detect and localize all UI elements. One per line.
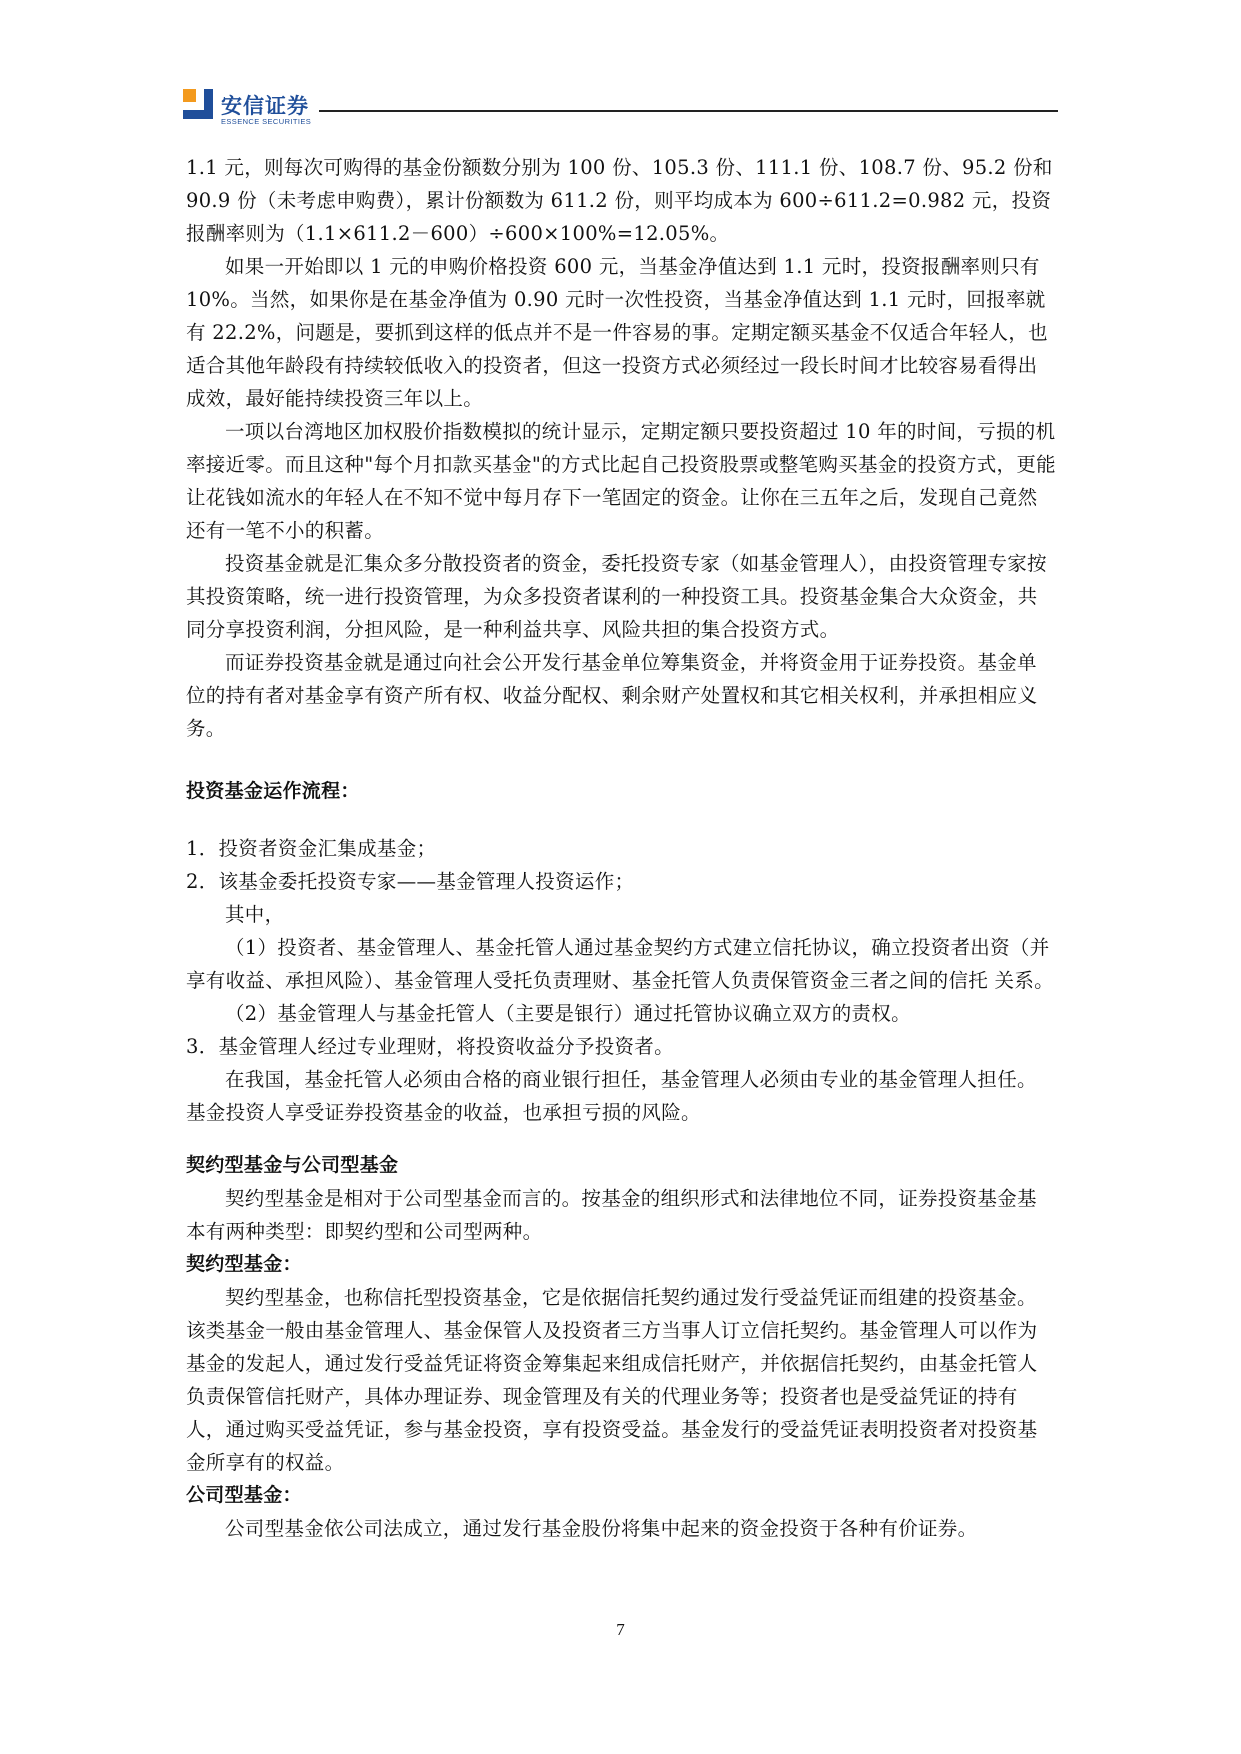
section-heading: 契约型基金与公司型基金: [186, 1154, 399, 1176]
list-item: 1．投资者资金汇集成基金；: [186, 837, 437, 860]
paragraph: 契约型基金是相对于公司型基金而言的。按基金的组织形式和法律地位不同，证券投资基金基本有两种类型：即契约型和公司型两种。: [186, 1187, 1037, 1243]
paragraph: 如果一开始即以 1 元的申购价格投资 600 元，当基金净值达到 1.1 元时，投资报酬率则只有 10%。当然，如果你是在基金净值为 0.90 元时一次性投资，当基金净值达到 1.1 元时，回报率就有 22.2%，问题是，要抓到这样的低点并不是一件容易的事。定期定额买基金不仅适合年轻人，也适合其他年龄段有持续较低收入的投资者，但这一投资方式必须经过一段长时间才比较容易看得出成效，最好能持续投资三年以上。: [186, 255, 1048, 410]
paragraph: 1.1 元，则每次可购得的基金份额数分别为 100 份、105.3 份、111.1 份、108.7 份、95.2 份和 90.9 份（未考虑申购费），累计份额数为 611.2 份，则平均成本为 600÷611.2=0.982 元，投资报酬率则为（1.1×611.2－600）÷600×100%=12.05%。: [186, 156, 1053, 245]
sub-list-item: （1）投资者、基金管理人、基金托管人通过基金契约方式建立信托协议，确立投资者出资（并享有收益、承担风险）、基金管理人受托负责理财、基金托管人负责保管资金三者之间的信托 关系。: [186, 936, 1054, 992]
header-rule: [319, 110, 1058, 112]
sub-list-item: （2）基金管理人与基金托管人（主要是银行）通过托管协议确立双方的责权。: [225, 1002, 911, 1025]
company-logo-icon: [183, 89, 213, 119]
paragraph: 投资基金就是汇集众多分散投资者的资金，委托投资专家（如基金管理人），由投资管理专家按其投资策略，统一进行投资管理，为众多投资者谋利的一种投资工具。投资基金集合大众资金，共同分享投资利润，分担风险，是一种利益共享、风险共担的集合投资方式。: [186, 552, 1047, 641]
page-number: 7: [616, 1620, 625, 1639]
brand-name-cn: 安信证券: [221, 94, 309, 118]
section-heading: 契约型基金：: [186, 1253, 302, 1275]
paragraph: 契约型基金，也称信托型投资基金，它是依据信托契约通过发行受益凭证而组建的投资基金。该类基金一般由基金管理人、基金保管人及投资者三方当事人订立信托契约。基金管理人可以作为基金的发起人，通过发行受益凭证将资金筹集起来组成信托财产，并依据信托契约，由基金托管人负责保管信托财产，具体办理证券、现金管理及有关的代理业务等；投资者也是受益凭证的持有人，通过购买受益凭证，参与基金投资，享有投资受益。基金发行的受益凭证表明投资者对投资基金所享有的权益。: [186, 1286, 1038, 1474]
paragraph: 其中，: [225, 903, 285, 926]
paragraph: 一项以台湾地区加权股价指数模拟的统计显示，定期定额只要投资超过 10 年的时间，亏损的机率接近零。而且这种"每个月扣款买基金"的方式比起自己投资股票或整笔购买基金的投资方式，更能让花钱如流水的年轻人在不知不觉中每月存下一笔固定的资金。让你在三五年之后，发现自己竟然还有一笔不小的积蓄。: [186, 420, 1056, 542]
paragraph: 而证券投资基金就是通过向社会公开发行基金单位筹集资金，并将资金用于证券投资。基金单位的持有者对基金享有资产所有权、收益分配权、剩余财产处置权和其它相关权利，并承担相应义务。: [186, 651, 1038, 740]
list-item: 2．该基金委托投资专家——基金管理人投资运作；: [186, 870, 635, 893]
brand-name-en: ESSENCE SECURITIES: [221, 117, 312, 126]
section-heading: 投资基金运作流程：: [186, 780, 360, 802]
document-body: [186, 151, 1056, 1545]
section-heading: 公司型基金：: [186, 1484, 302, 1506]
page-header: [183, 86, 1058, 126]
list-item: 3．基金管理人经过专业理财，将投资收益分予投资者。: [186, 1035, 674, 1058]
paragraph: 在我国，基金托管人必须由合格的商业银行担任，基金管理人必须由专业的基金管理人担任。基金投资人享受证券投资基金的收益，也承担亏损的风险。: [186, 1068, 1037, 1124]
paragraph: 公司型基金依公司法成立，通过发行基金股份将集中起来的资金投资于各种有价证券。: [225, 1517, 978, 1540]
